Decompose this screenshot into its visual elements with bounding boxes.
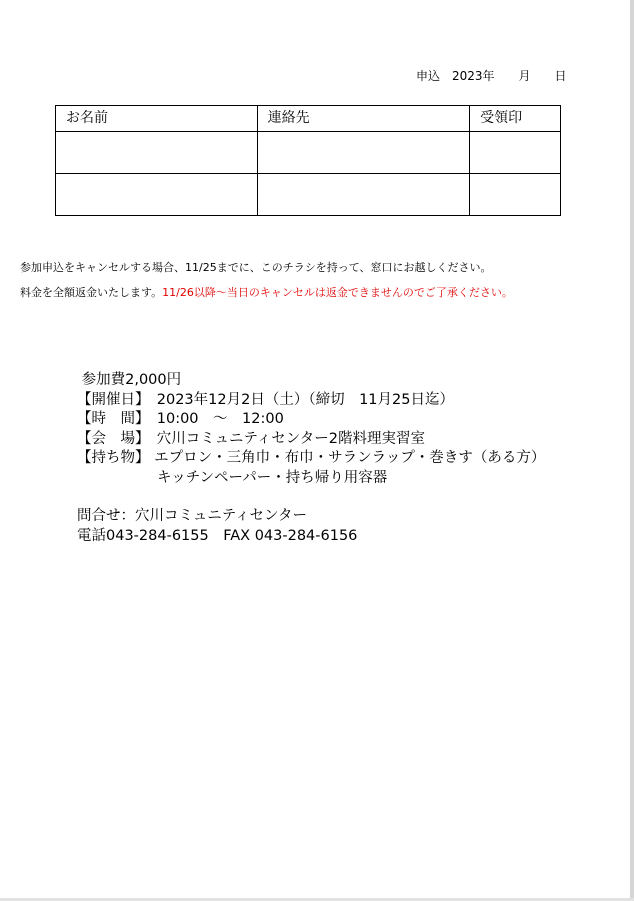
- items-continued-line: キッチンペーパー・持ち帰り用容器: [157, 469, 388, 486]
- refund-text: 料金を全額返金いたします。: [20, 286, 163, 299]
- spacer: [77, 488, 545, 507]
- table-row: [56, 132, 561, 174]
- table-row: [56, 174, 561, 216]
- phone-fax-line: 電話043-284-6155 FAX 043-284-6156: [77, 527, 358, 544]
- items-line: 【持ち物】 エプロン・三角巾・布巾・サランラップ・巻きす（ある方）: [77, 450, 546, 466]
- name-cell[interactable]: [56, 174, 258, 216]
- table-header-row: [56, 106, 561, 132]
- refund-notice: [20, 284, 513, 300]
- event-info-block: [77, 371, 545, 546]
- header-name: お名前: [56, 106, 258, 132]
- contact-cell[interactable]: [257, 132, 470, 174]
- name-cell[interactable]: [56, 132, 258, 174]
- fee-line: 参加費2,000円: [77, 372, 182, 388]
- registration-table: [55, 105, 561, 216]
- page-right-edge: [630, 0, 634, 901]
- event-time-line: 【時 間】 10:00 ～ 12:00: [77, 411, 284, 427]
- stamp-cell[interactable]: [470, 132, 561, 174]
- header-receipt-stamp: 受領印: [470, 106, 561, 132]
- cancellation-notice: 参加申込をキャンセルする場合、11/25までに、このチラシを持って、窓口にお越しください。: [20, 261, 492, 274]
- header-contact: 連絡先: [257, 106, 470, 132]
- event-date-line: 【開催日】 2023年12月2日（土）（締切 11月25日迄）: [77, 391, 454, 408]
- application-date-line: 申込 2023年 月 日: [416, 69, 567, 83]
- contact-cell[interactable]: [257, 174, 470, 216]
- stamp-cell[interactable]: [470, 174, 561, 216]
- contact-line: 問合せ：穴川コミュニティセンター: [77, 508, 307, 524]
- venue-line: 【会 場】 穴川コミュニティセンター2階料理実習室: [77, 430, 425, 447]
- no-refund-warning: 11/26以降～当日のキャンセルは返金できませんのでご了承ください。: [162, 286, 513, 299]
